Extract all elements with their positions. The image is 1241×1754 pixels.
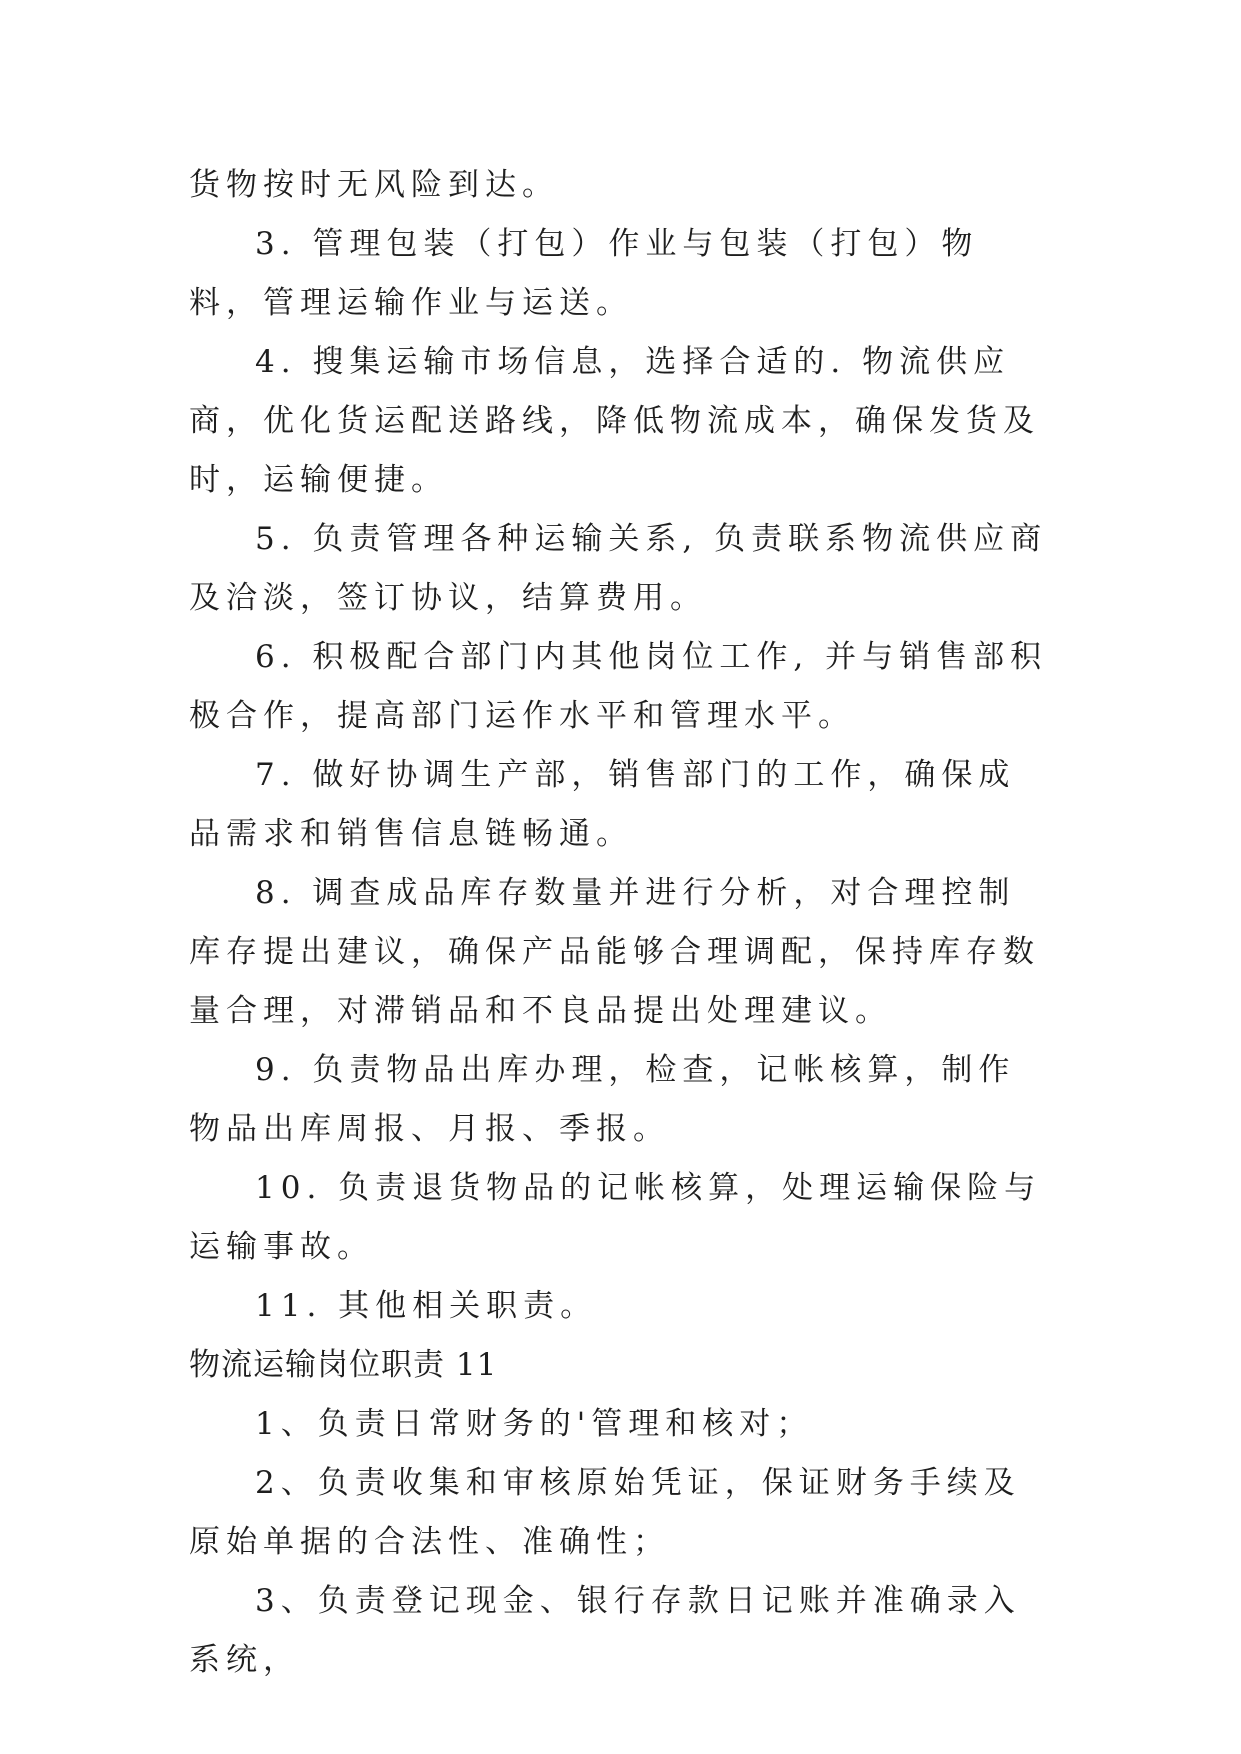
finance-item-3: 3、负责登记现金、银行存款日记账并准确录入系统， (189, 1583, 1021, 1678)
duty-item-7: 7. 做好协调生产部，销售部门的工作，确保成品需求和销售信息链畅通。 (189, 757, 1016, 852)
continuation-paragraph: 货物按时无风险到达。 (189, 167, 559, 203)
finance-item-2: 2、负责收集和审核原始凭证，保证财务手续及原始单据的合法性、准确性； (189, 1465, 1021, 1560)
duty-item-6: 6. 积极配合部门内其他岗位工作, 并与销售部积极合作，提高部门运作水平和管理水平。 (189, 639, 1048, 734)
duty-item-4: 4. 搜集运输市场信息，选择合适的. 物流供应商，优化货运配送路线，降低物流成本，确保发货及时，运输便捷。 (189, 344, 1040, 498)
duty-item-9: 9. 负责物品出库办理，检查，记帐核算，制作物品出库周报、月报、季报。 (189, 1052, 1016, 1147)
section-heading: 物流运输岗位职责 11 (189, 1347, 498, 1383)
duty-item-5: 5. 负责管理各种运输关系, 负责联系物流供应商及洽淡，签订协议，结算费用。 (189, 521, 1048, 616)
finance-item-1: 1、负责日常财务的'管理和核对； (255, 1406, 814, 1442)
duty-item-11: 11. 其他相关职责。 (255, 1288, 598, 1324)
document-body (189, 156, 1051, 1690)
duty-item-10: 10. 负责退货物品的记帐核算，处理运输保险与运输事故。 (189, 1170, 1042, 1265)
duty-item-8: 8. 调查成品库存数量并进行分析，对合理控制库存提出建议，确保产品能够合理调配，保持库存数量合理，对滞销品和不良品提出处理建议。 (189, 875, 1040, 1029)
duty-item-3: 3. 管理包装（打包）作业与包装（打包）物料，管理运输作业与运送。 (189, 226, 979, 321)
